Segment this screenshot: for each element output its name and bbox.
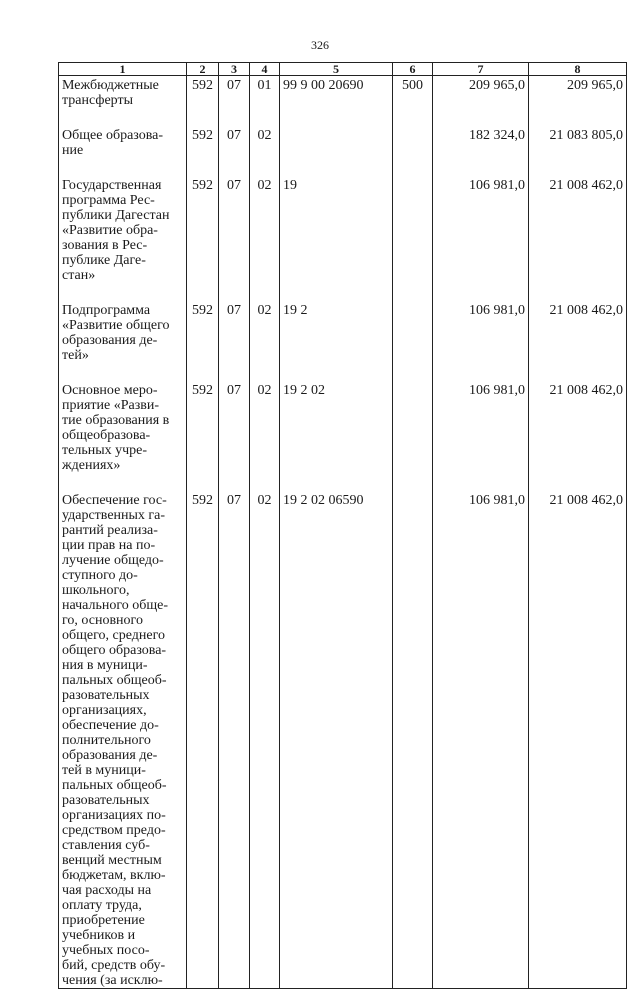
amount-col7: 209 965,0 (433, 76, 529, 127)
row-name (59, 76, 187, 127)
table-row (59, 301, 627, 381)
section-code: 07 (219, 301, 250, 381)
row-name-line: «Развитие общего (62, 318, 170, 333)
amount-col8: 21 008 462,0 (529, 176, 627, 301)
column-header-4: 4 (250, 63, 280, 76)
amount-col8: 21 083 805,0 (529, 126, 627, 176)
subsection-code: 02 (250, 301, 280, 381)
section-code: 07 (219, 176, 250, 301)
row-name-line: пальных общеоб- (62, 673, 167, 688)
row-name-line: учебников и (62, 928, 136, 943)
amount-col8: 21 008 462,0 (529, 491, 627, 989)
budget-table (58, 62, 627, 989)
row-name-line: разовательных (62, 688, 150, 703)
column-header-7: 7 (433, 63, 529, 76)
row-name-line: ния в муници- (62, 658, 148, 673)
row-name-line: обеспечение до- (62, 718, 159, 733)
row-name-line: общего, среднего (62, 628, 165, 643)
row-name-line: бий, средств обу- (62, 958, 166, 973)
row-name-line: ставления суб- (62, 838, 150, 853)
row-name-line: трансферты (62, 93, 134, 108)
column-header-8: 8 (529, 63, 627, 76)
row-name-line: го, основного (62, 613, 143, 628)
row-name-line: чения (за исклю- (62, 973, 163, 988)
column-header-5: 5 (280, 63, 393, 76)
row-name-line: ударственных га- (62, 508, 166, 523)
chapter-code: 592 (187, 76, 219, 127)
table-row (59, 126, 627, 176)
row-name-line: оплату труда, (62, 898, 142, 913)
row-name-line: лучение общедо- (62, 553, 164, 568)
row-name-line: Обеспечение гос- (62, 493, 167, 508)
row-name-line: образования де- (62, 333, 158, 348)
row-name-line: чая расходы на (62, 883, 152, 898)
chapter-code: 592 (187, 381, 219, 491)
amount-col7: 106 981,0 (433, 301, 529, 381)
row-name-line: публики Дагестан (62, 208, 170, 223)
amount-col7: 182 324,0 (433, 126, 529, 176)
expense-type-code (393, 126, 433, 176)
subsection-code: 02 (250, 126, 280, 176)
row-name-line: тельных учре- (62, 443, 148, 458)
row-name-line: бюджетам, вклю- (62, 868, 166, 883)
target-article-code: 19 2 02 06590 (280, 491, 393, 989)
chapter-code: 592 (187, 491, 219, 989)
row-name-line: Межбюджетные (62, 78, 159, 93)
row-name-line: тей» (62, 348, 89, 363)
section-code: 07 (219, 491, 250, 989)
row-name-line: «Развитие обра- (62, 223, 158, 238)
row-name-line: зования в Рес- (62, 238, 148, 253)
chapter-code: 592 (187, 126, 219, 176)
amount-col7: 106 981,0 (433, 491, 529, 989)
expense-type-code (393, 176, 433, 301)
row-name (59, 301, 187, 381)
section-code: 07 (219, 126, 250, 176)
row-name-line: ждениях» (62, 458, 121, 473)
row-name-line: Общее образова- (62, 128, 164, 143)
table-row (59, 76, 627, 127)
amount-col7: 106 981,0 (433, 381, 529, 491)
row-name-line: программа Рес- (62, 193, 155, 208)
row-name-line: ние (62, 143, 84, 158)
chapter-code: 592 (187, 176, 219, 301)
target-article-code (280, 126, 393, 176)
row-name-line: тие образования в (62, 413, 170, 428)
subsection-code: 02 (250, 491, 280, 989)
row-name-line: пальных общеоб- (62, 778, 167, 793)
section-code: 07 (219, 76, 250, 127)
row-name-line: публике Даге- (62, 253, 146, 268)
row-name-line: общего образова- (62, 643, 167, 658)
amount-col8: 21 008 462,0 (529, 381, 627, 491)
chapter-code: 592 (187, 301, 219, 381)
expense-type-code: 500 (393, 76, 433, 127)
subsection-code: 02 (250, 381, 280, 491)
row-name-line: стан» (62, 268, 96, 283)
row-name (59, 491, 187, 989)
row-name (59, 176, 187, 301)
row-name-line: разовательных (62, 793, 150, 808)
target-article-code: 19 (280, 176, 393, 301)
amount-col7: 106 981,0 (433, 176, 529, 301)
table-body (59, 76, 627, 989)
subsection-code: 01 (250, 76, 280, 127)
table-row (59, 176, 627, 301)
row-name-line: Подпрограмма (62, 303, 151, 318)
row-name-line: образования де- (62, 748, 158, 763)
expense-type-code (393, 301, 433, 381)
row-name-line: школьного, (62, 583, 130, 598)
target-article-code: 99 9 00 20690 (280, 76, 393, 127)
row-name-line: Основное меро- (62, 383, 158, 398)
amount-col8: 209 965,0 (529, 76, 627, 127)
row-name (59, 381, 187, 491)
table-row (59, 381, 627, 491)
row-name-line: приятие «Разви- (62, 398, 160, 413)
expense-type-code (393, 491, 433, 989)
target-article-code: 19 2 (280, 301, 393, 381)
header-row (59, 63, 627, 76)
row-name-line: ступного до- (62, 568, 138, 583)
row-name-line: Государственная (62, 178, 162, 193)
table-row (59, 491, 627, 989)
target-article-code: 19 2 02 (280, 381, 393, 491)
row-name-line: рантий реализа- (62, 523, 158, 538)
row-name-line: учебных посо- (62, 943, 150, 958)
row-name-line: начального обще- (62, 598, 169, 613)
row-name-line: ции прав на по- (62, 538, 156, 553)
row-name-line: полнительного (62, 733, 151, 748)
section-code: 07 (219, 381, 250, 491)
row-name-line: организациях, (62, 703, 147, 718)
column-header-2: 2 (187, 63, 219, 76)
row-name-line: организациях по- (62, 808, 166, 823)
subsection-code: 02 (250, 176, 280, 301)
expense-type-code (393, 381, 433, 491)
row-name (59, 126, 187, 176)
column-header-6: 6 (393, 63, 433, 76)
row-name-line: венций местным (62, 853, 162, 868)
page-number: 326 (311, 38, 329, 52)
amount-col8: 21 008 462,0 (529, 301, 627, 381)
row-name-line: средством предо- (62, 823, 166, 838)
row-name-line: приобретение (62, 913, 145, 928)
row-name-line: тей в муници- (62, 763, 146, 778)
column-header-1: 1 (59, 63, 187, 76)
row-name-line: общеобразова- (62, 428, 151, 443)
column-header-3: 3 (219, 63, 250, 76)
